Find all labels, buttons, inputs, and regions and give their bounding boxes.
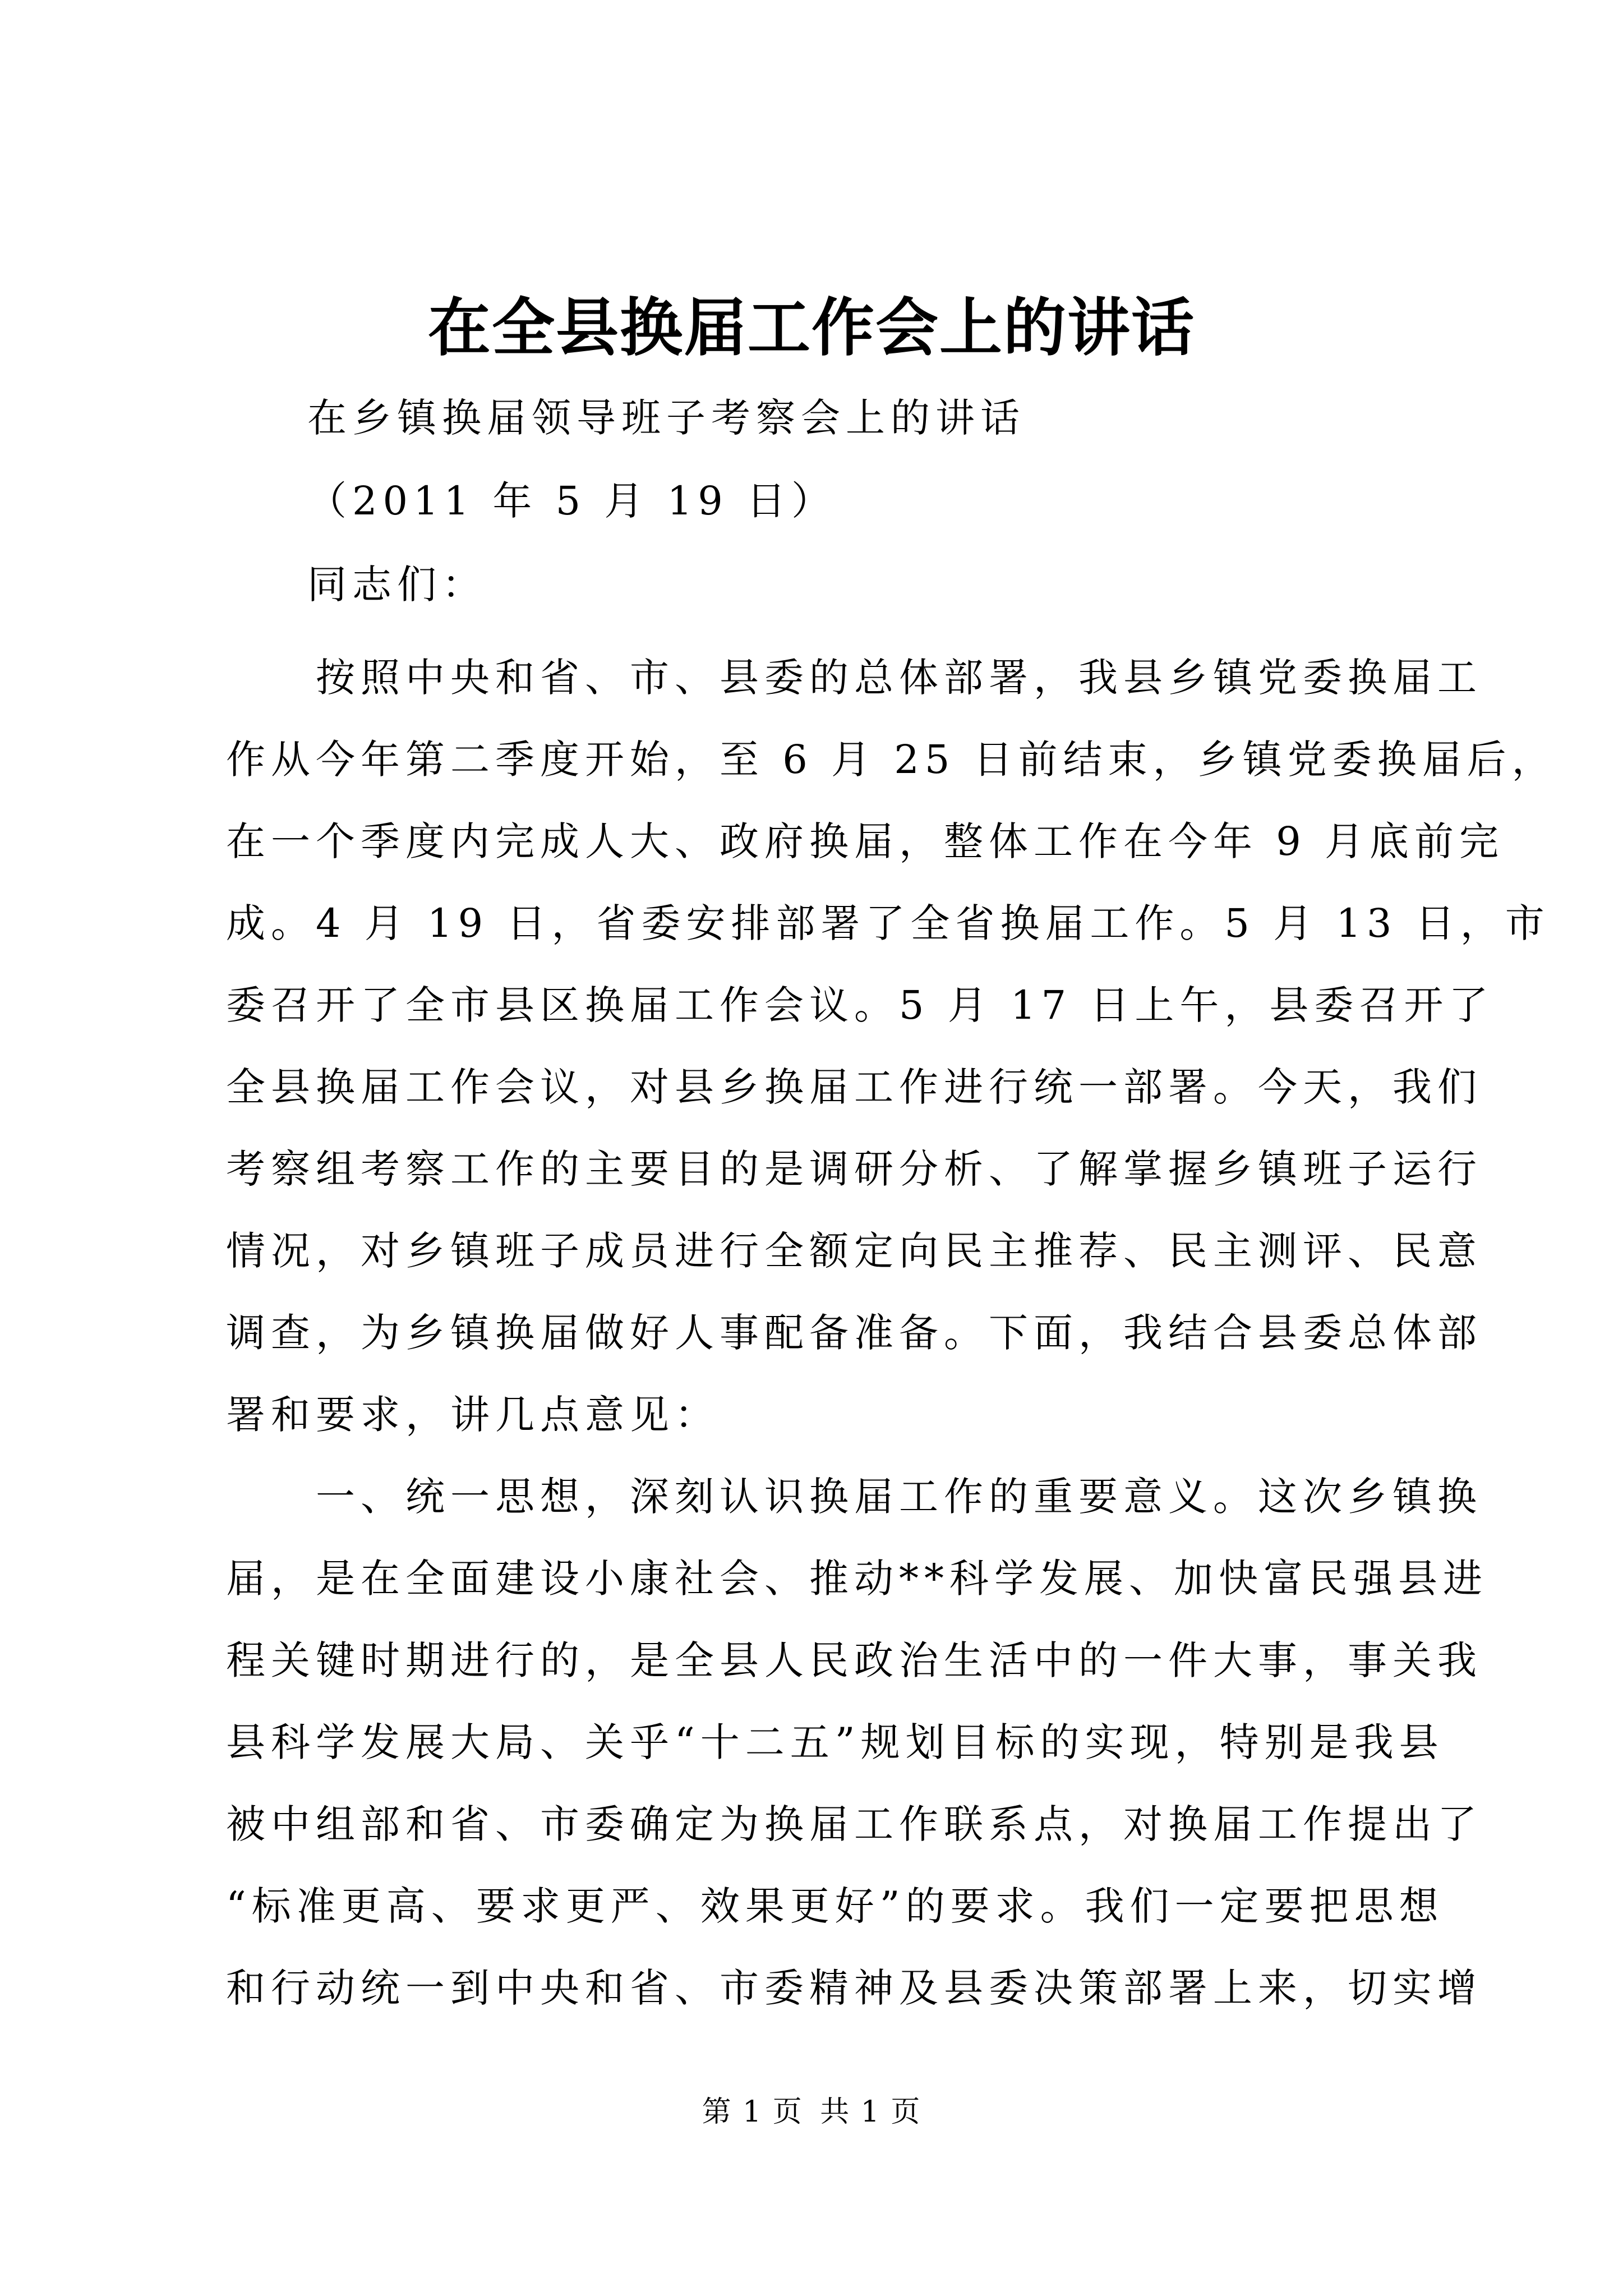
page-total: 共 1 页: [820, 2095, 921, 2129]
page-number: 第 1 页: [702, 2095, 803, 2129]
paragraph-1-line: 考察组考察工作的主要目的是调研分析、了解掌握乡镇班子运行: [226, 1146, 1482, 1192]
paragraph-2-line: 届，是在全面建设小康社会、推动**科学发展、加快富民强县进: [226, 1556, 1488, 1602]
speech-subtitle: 在乡镇换届领导班子考察会上的讲话: [307, 395, 1025, 441]
paragraph-1-line: 调查，为乡镇换届做好人事配备准备。下面，我结合县委总体部: [226, 1310, 1482, 1356]
page-footer: [0, 2090, 1623, 2134]
paragraph-2-line: “标准更高、要求更严、效果更好”的要求。我们一定要把思想: [226, 1883, 1444, 1929]
paragraph-1-line: 情况，对乡镇班子成员进行全额定向民主推荐、民主测评、民意: [226, 1228, 1482, 1274]
paragraph-1-line: 按照中央和省、市、县委的总体部署，我县乡镇党委换届工: [226, 655, 1482, 701]
paragraph-1-line: 在一个季度内完成人大、政府换届，整体工作在今年 9 月底前完: [226, 818, 1505, 864]
paragraph-2-line: 程关键时期进行的，是全县人民政治生活中的一件大事，事关我: [226, 1637, 1482, 1683]
paragraph-1-line: 署和要求，讲几点意见：: [226, 1392, 720, 1438]
paragraph-2-line: 一、统一思想，深刻认识换届工作的重要意义。这次乡镇换: [226, 1474, 1482, 1520]
paragraph-1-line: 委召开了全市县区换届工作会议。5 月 17 日上午，县委召开了: [226, 982, 1494, 1028]
body-text: [226, 637, 1557, 2029]
paragraph-1-line: 成。4 月 19 日，省委安排部署了全省换届工作。5 月 13 日，市: [226, 900, 1550, 946]
salutation: 同志们：: [307, 562, 487, 608]
paragraph-2-line: 县科学发展大局、关乎“十二五”规划目标的实现，特别是我县: [226, 1719, 1444, 1765]
paragraph-1-line: 全县换届工作会议，对县乡换届工作进行统一部署。今天，我们: [226, 1064, 1482, 1110]
paragraph-2-line: 和行动统一到中央和省、市委精神及县委决策部署上来，切实增: [226, 1965, 1482, 2011]
document-title: 在全县换届工作会上的讲话: [428, 292, 1195, 365]
paragraph-1-line: 作从今年第二季度开始，至 6 月 25 日前结束，乡镇党委换届后，: [226, 737, 1557, 783]
speech-date: （2011 年 5 月 19 日）: [307, 478, 837, 524]
paragraph-2-line: 被中组部和省、市委确定为换届工作联系点，对换届工作提出了: [226, 1801, 1482, 1847]
